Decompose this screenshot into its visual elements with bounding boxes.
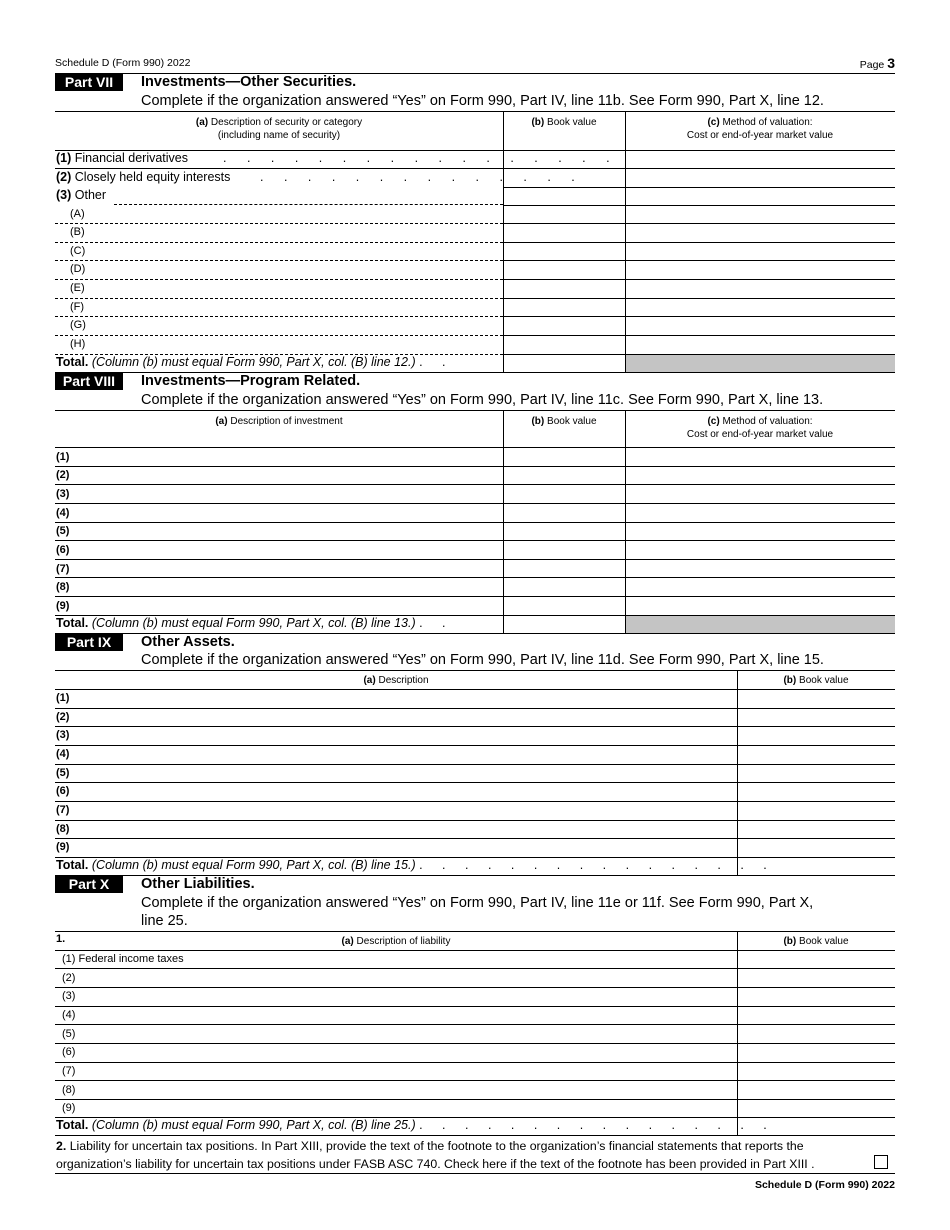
part-ix-instructions: Complete if the organization answered “Yes” on Form 990, Part IV, line 11d. See Form 990, Part X, line 15. <box>141 652 824 668</box>
part-viii-col-c-header <box>625 415 895 441</box>
leader-dots: . <box>811 1157 815 1171</box>
col-text: Book value <box>799 936 849 947</box>
row-num: (1) <box>56 151 72 165</box>
part-viii-row-label: (2) <box>56 469 70 481</box>
part-x-row-label: (8) <box>62 1084 76 1096</box>
page-indicator <box>860 55 895 71</box>
part-x-instructions-line2: line 25. <box>141 913 188 929</box>
col-text: Method of valuation: <box>722 117 813 128</box>
part-x-col-b-header <box>737 935 895 948</box>
total-note: (Column (b) must equal Form 990, Part X, col. (B) line 12.) <box>91 355 416 369</box>
part-vii-row-1-label <box>56 151 188 165</box>
total-note: (Column (b) must equal Form 990, Part X, col. (B) line 15.) <box>91 858 416 872</box>
total-note: (Column (b) must equal Form 990, Part X, col. (B) line 13.) <box>91 616 416 630</box>
rule <box>55 168 503 169</box>
part-vii-title: Investments—Other Securities. <box>141 74 357 90</box>
part-x-row-label: (9) <box>62 1102 76 1114</box>
page-label: Page <box>859 59 885 71</box>
part-ix-book-value-cells[interactable] <box>738 690 895 857</box>
part-vii-tag: Part VII <box>55 74 123 91</box>
row-rule <box>55 260 503 261</box>
leader-dots: . . . . . . . . . . . . . . <box>260 170 584 184</box>
part-viii-total-book-value[interactable] <box>504 616 624 633</box>
line-2-text <box>56 1137 815 1173</box>
row-rule <box>55 316 503 317</box>
part-ix-row-label: (3) <box>56 729 70 741</box>
part-x-row-label: (7) <box>62 1065 76 1077</box>
rule <box>55 410 895 411</box>
part-viii-row-label: (5) <box>56 525 70 537</box>
col-label: (c) <box>707 117 720 128</box>
part-vii-total-book-value[interactable] <box>504 355 624 372</box>
row-rule <box>55 279 503 280</box>
part-ix-row-label: (4) <box>56 748 70 760</box>
part-viii-row-label: (4) <box>56 507 70 519</box>
part-viii-tag: Part VIII <box>55 373 123 390</box>
part-ix-row-label: (9) <box>56 841 70 853</box>
page-number: 3 <box>887 55 895 71</box>
part-vii-sub-row-label: (F) <box>70 301 85 313</box>
part-viii-book-value-cells[interactable] <box>504 448 624 615</box>
part-ix-row-label: (5) <box>56 767 70 779</box>
shaded-cell <box>626 616 895 633</box>
leader-dots: . . . . . . . . . . . . . . . . <box>419 858 775 872</box>
part-ix-col-b-header <box>737 674 895 687</box>
shaded-cell <box>626 355 895 372</box>
part-vii-sub-row-label: (E) <box>70 282 85 294</box>
total-bold: Total. <box>56 858 89 872</box>
part-vii-col-a-header <box>55 116 503 142</box>
row-text: Other <box>74 188 107 202</box>
total-note: (Column (b) must equal Form 990, Part X, col. (B) line 25.) <box>91 1118 416 1132</box>
part-x-book-value-cells[interactable] <box>738 951 895 1117</box>
col-label: (b) <box>531 416 545 427</box>
col-text: Description of investment <box>230 416 343 427</box>
part-viii-col-a-header <box>55 415 503 428</box>
part-viii-description-cells[interactable] <box>56 448 502 615</box>
part-ix-tag: Part IX <box>55 634 123 651</box>
part-vii-col-b-header <box>503 116 625 129</box>
total-bold: Total. <box>56 1118 89 1132</box>
leader-dots: . . <box>419 355 454 369</box>
col-text: Book value <box>799 675 849 686</box>
rule <box>55 670 895 671</box>
part-vii-sub-row-label: (G) <box>70 319 86 331</box>
part-viii-title: Investments—Program Related. <box>141 373 361 389</box>
leader-dots: . . . . . . . . . . . . . . . . <box>419 1118 775 1132</box>
line-2-text-2: organization’s liability for uncertain tax positions under FASB ASC 740. Check here if the text of the footnote has been provided in Part XIII <box>56 1157 808 1171</box>
footnote-provided-checkbox[interactable] <box>874 1155 888 1169</box>
part-ix-row-label: (1) <box>56 692 70 704</box>
row-rule <box>55 298 503 299</box>
leader-dots: . . <box>419 616 454 630</box>
part-x-col-a-header <box>55 935 737 948</box>
part-x-instructions-line1: Complete if the organization answered “Yes” on Form 990, Part IV, line 11e or 11f. See Form 990, Part X, <box>141 895 814 911</box>
col-text: Method of valuation: <box>722 416 813 427</box>
line-2-number: 2. <box>56 1139 67 1153</box>
part-viii-row-label: (8) <box>56 581 70 593</box>
part-viii-row-label: (6) <box>56 544 70 556</box>
part-vii-valuation-cells[interactable] <box>626 151 895 354</box>
part-vii-book-value-cells[interactable] <box>504 151 624 354</box>
part-ix-total-label <box>56 858 775 872</box>
part-vii-sub-row-label: (D) <box>70 263 86 275</box>
line-1-number: 1. <box>56 933 66 945</box>
total-bold: Total. <box>56 616 89 630</box>
part-x-row-label: (2) <box>62 972 76 984</box>
part-x-tag: Part X <box>55 876 123 893</box>
part-x-row-label: (5) <box>62 1028 76 1040</box>
part-viii-row-label: (1) <box>56 451 70 463</box>
part-vii-sub-row-label: (H) <box>70 338 86 350</box>
part-viii-total-label <box>56 616 454 630</box>
total-bold: Total. <box>56 355 89 369</box>
part-x-row-label: (6) <box>62 1046 76 1058</box>
col-text: (including name of security) <box>217 130 341 141</box>
rule <box>55 111 895 112</box>
col-label: (b) <box>531 117 545 128</box>
part-vii-col-c-header <box>625 116 895 142</box>
col-label: (b) <box>783 936 797 947</box>
col-label: (a) <box>363 675 376 686</box>
part-viii-col-b-header <box>503 415 625 428</box>
part-ix-row-label: (8) <box>56 823 70 835</box>
part-ix-description-cells[interactable] <box>56 690 736 857</box>
part-vii-sub-row-label: (B) <box>70 226 85 238</box>
col-label: (a) <box>215 416 228 427</box>
col-text: Book value <box>547 416 597 427</box>
other-entry-line[interactable] <box>114 204 503 205</box>
form-footer-name: Schedule D (Form 990) 2022 <box>754 1179 895 1191</box>
part-x-title: Other Liabilities. <box>141 876 255 892</box>
part-ix-total-book-value[interactable] <box>738 858 895 875</box>
part-ix-col-a-header <box>55 674 737 687</box>
row-rule <box>55 223 503 224</box>
part-viii-row-label: (7) <box>56 563 70 575</box>
row-text: Closely held equity interests <box>74 170 231 184</box>
rule <box>55 1173 895 1174</box>
part-vii-row-2-label <box>56 170 230 184</box>
part-vii-row-3-label <box>56 188 106 202</box>
col-text: Cost or end-of-year market value <box>686 130 834 141</box>
row-rule <box>55 242 503 243</box>
part-viii-valuation-cells[interactable] <box>626 448 895 615</box>
col-text: Description of liability <box>356 936 451 947</box>
part-vii-sub-row-label: (C) <box>70 245 86 257</box>
part-x-row-label: (4) <box>62 1009 76 1021</box>
part-ix-row-label: (2) <box>56 711 70 723</box>
col-label: (c) <box>707 416 720 427</box>
rule <box>55 1135 895 1136</box>
col-text: Description <box>378 675 429 686</box>
part-viii-row-label: (3) <box>56 488 70 500</box>
col-text: Cost or end-of-year market value <box>686 429 834 440</box>
part-vii-instructions: Complete if the organization answered “Yes” on Form 990, Part IV, line 11b. See Form 990, Part X, line 12. <box>141 93 824 109</box>
row-num: (3) <box>56 188 72 202</box>
part-vii-total-label <box>56 355 454 369</box>
part-x-row-label: (1) Federal income taxes <box>62 953 184 965</box>
rule <box>55 931 895 932</box>
part-ix-row-label: (6) <box>56 785 70 797</box>
line-2-text-1: Liability for uncertain tax positions. In Part XIII, provide the text of the footnote to the organization’s financial statements that reports the <box>69 1139 804 1153</box>
part-x-row-label: (3) <box>62 990 76 1002</box>
part-viii-instructions: Complete if the organization answered “Yes” on Form 990, Part IV, line 11c. See Form 990, Part X, line 13. <box>141 392 824 408</box>
col-text: Description of security or category <box>210 117 363 128</box>
leader-dots: . . . . . . . . . . . . . . . . . <box>223 151 619 165</box>
part-x-description-cells[interactable] <box>56 951 736 1117</box>
part-ix-title: Other Assets. <box>141 634 235 650</box>
col-label: (a) <box>195 117 209 128</box>
row-text: Financial derivatives <box>74 151 189 165</box>
col-text: Book value <box>547 117 597 128</box>
part-x-total-label <box>56 1118 775 1132</box>
part-viii-row-label: (9) <box>56 600 70 612</box>
form-header-name: Schedule D (Form 990) 2022 <box>55 57 191 69</box>
part-ix-row-label: (7) <box>56 804 70 816</box>
part-vii-sub-row-label: (A) <box>70 208 85 220</box>
part-x-total-book-value[interactable] <box>738 1118 895 1135</box>
row-rule <box>55 335 503 336</box>
row-num: (2) <box>56 170 72 184</box>
col-label: (a) <box>341 936 354 947</box>
col-label: (b) <box>783 675 797 686</box>
